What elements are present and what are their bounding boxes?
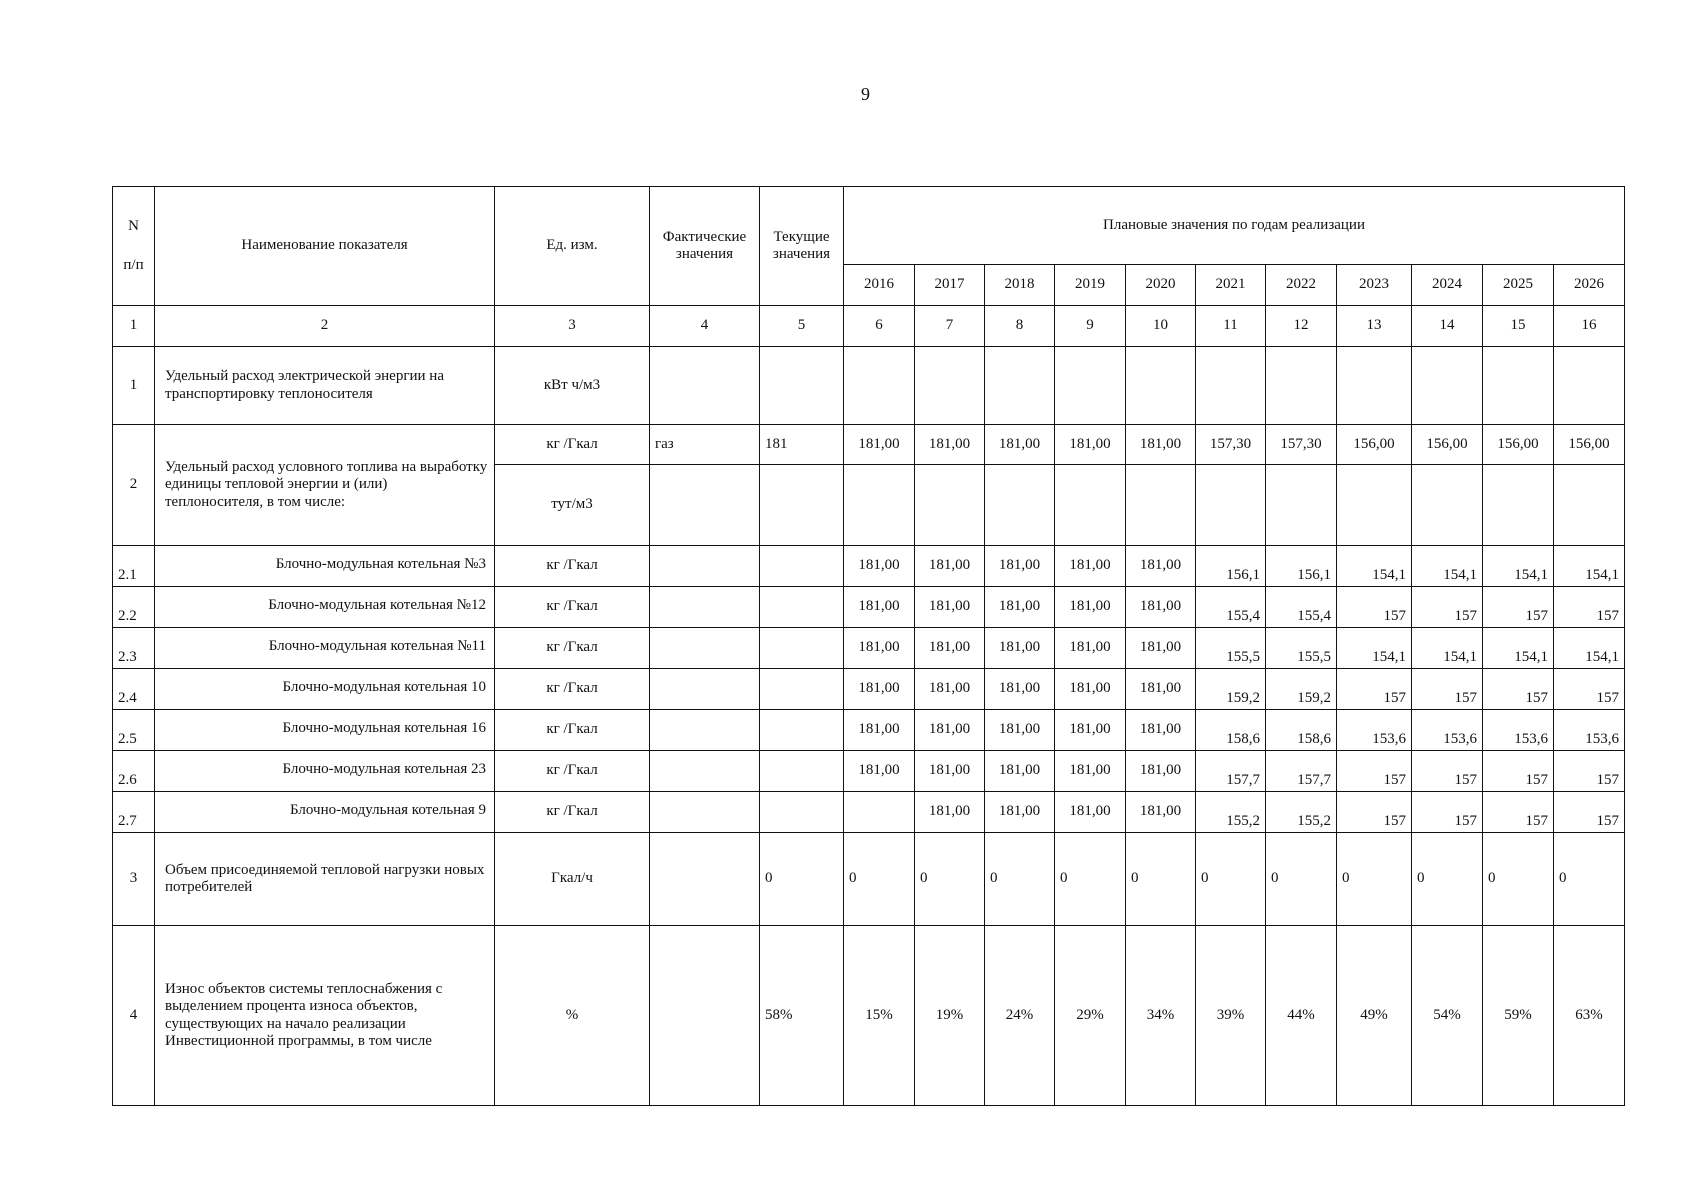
col-number: 6 [844, 306, 915, 347]
value-cell: 157 [1412, 669, 1483, 710]
table-row [113, 628, 1625, 669]
empty-cell [1266, 465, 1337, 546]
header-num-label: N [128, 217, 139, 234]
value-cell: 157 [1412, 587, 1483, 628]
value-cell: 181,00 [915, 751, 985, 792]
empty-cell [1266, 347, 1337, 425]
value-cell: 153,6 [1337, 710, 1412, 751]
unit-cell: кг /Гкал [495, 628, 650, 669]
value-cell: 157 [1554, 587, 1625, 628]
value-cell: 54% [1412, 926, 1483, 1106]
value-cell: 155,5 [1266, 628, 1337, 669]
empty-cell [760, 347, 844, 425]
value-cell: 156,00 [1337, 425, 1412, 465]
value-cell: 63% [1554, 926, 1625, 1106]
value-cell: 34% [1126, 926, 1196, 1106]
col-number: 14 [1412, 306, 1483, 347]
value-cell: 0 [1196, 833, 1266, 926]
year-cell: 2024 [1412, 265, 1483, 306]
boiler-name: Блочно-модульная котельная №12 [155, 587, 495, 628]
value-cell: 15% [844, 926, 915, 1106]
row-number: 2.4 [113, 669, 155, 710]
indicator-name: Удельный расход условного топлива на выработку единицы тепловой энергии и (или) теплоносителя, в том числе: [155, 425, 495, 546]
value-cell: 157,30 [1266, 425, 1337, 465]
value-cell: 181,00 [1055, 628, 1126, 669]
empty-cell [650, 669, 760, 710]
actual-cell: газ [650, 425, 760, 465]
value-cell: 181,00 [844, 546, 915, 587]
value-cell: 154,1 [1337, 546, 1412, 587]
value-cell: 157 [1554, 751, 1625, 792]
value-cell: 157,7 [1266, 751, 1337, 792]
empty-cell [915, 347, 985, 425]
table-row [113, 710, 1625, 751]
value-cell: 157 [1412, 792, 1483, 833]
value-cell: 181,00 [985, 587, 1055, 628]
empty-cell [1055, 465, 1126, 546]
header-planned: Плановые значения по годам реализации [844, 187, 1625, 265]
value-cell: 155,2 [1266, 792, 1337, 833]
value-cell: 39% [1196, 926, 1266, 1106]
row-number: 2.6 [113, 751, 155, 792]
table-row [113, 926, 1625, 1106]
boiler-name: Блочно-модульная котельная 16 [155, 710, 495, 751]
page-number: 9 [861, 84, 870, 104]
value-cell: 181,00 [985, 628, 1055, 669]
table-row [113, 546, 1625, 587]
current-cell: 58% [760, 926, 844, 1106]
value-cell: 157 [1483, 792, 1554, 833]
value-cell: 19% [915, 926, 985, 1106]
col-number: 13 [1337, 306, 1412, 347]
table-row [113, 669, 1625, 710]
column-number-row [113, 306, 1625, 347]
value-cell: 157 [1337, 792, 1412, 833]
value-cell: 181,00 [1126, 628, 1196, 669]
year-cell: 2017 [915, 265, 985, 306]
table-row [113, 792, 1625, 833]
header-row [113, 187, 1625, 265]
value-cell: 181,00 [844, 587, 915, 628]
value-cell: 181,00 [1126, 710, 1196, 751]
value-cell: 181,00 [1055, 710, 1126, 751]
value-cell: 181,00 [915, 546, 985, 587]
value-cell: 154,1 [1483, 628, 1554, 669]
empty-cell [985, 347, 1055, 425]
indicator-name: Удельный расход электрической энергии на транспортировку теплоносителя [155, 347, 495, 425]
year-cell: 2025 [1483, 265, 1554, 306]
value-cell: 159,2 [1196, 669, 1266, 710]
value-cell: 157 [1483, 587, 1554, 628]
unit-cell: % [495, 926, 650, 1106]
year-cell: 2023 [1337, 265, 1412, 306]
value-cell: 0 [844, 833, 915, 926]
value-cell: 44% [1266, 926, 1337, 1106]
value-cell: 24% [985, 926, 1055, 1106]
header-current: Текущие значения [760, 187, 844, 306]
empty-cell [915, 465, 985, 546]
table-row [113, 347, 1625, 425]
col-number: 11 [1196, 306, 1266, 347]
value-cell: 154,1 [1337, 628, 1412, 669]
value-cell: 181,00 [985, 669, 1055, 710]
col-number: 5 [760, 306, 844, 347]
value-cell: 156,00 [1412, 425, 1483, 465]
empty-cell [1126, 465, 1196, 546]
col-number: 7 [915, 306, 985, 347]
value-cell: 29% [1055, 926, 1126, 1106]
col-number: 12 [1266, 306, 1337, 347]
value-cell: 181,00 [844, 710, 915, 751]
value-cell: 181,00 [915, 792, 985, 833]
row-number: 1 [113, 347, 155, 425]
table-row [113, 425, 1625, 465]
value-cell: 159,2 [1266, 669, 1337, 710]
empty-cell [1337, 465, 1412, 546]
header-unit: Ед. изм. [495, 187, 650, 306]
empty-cell [650, 751, 760, 792]
indicator-name: Износ объектов системы теплоснабжения с выделением процента износа объектов, существующих на начало реализации Инвестиционной программы, в том числе [155, 926, 495, 1106]
year-cell: 2026 [1554, 265, 1625, 306]
empty-cell [1554, 465, 1625, 546]
value-cell: 181,00 [1126, 751, 1196, 792]
value-cell: 154,1 [1483, 546, 1554, 587]
value-cell: 181,00 [1126, 587, 1196, 628]
empty-cell [760, 669, 844, 710]
col-number: 8 [985, 306, 1055, 347]
empty-cell [1412, 347, 1483, 425]
value-cell: 155,4 [1196, 587, 1266, 628]
value-cell: 0 [1554, 833, 1625, 926]
empty-cell [1554, 347, 1625, 425]
indicators-table [112, 186, 1625, 1106]
table-row [113, 751, 1625, 792]
table-row [113, 587, 1625, 628]
row-number: 2.2 [113, 587, 155, 628]
empty-cell [1055, 347, 1126, 425]
empty-cell [650, 710, 760, 751]
empty-cell [1483, 347, 1554, 425]
unit-cell: кг /Гкал [495, 710, 650, 751]
empty-cell [1196, 465, 1266, 546]
unit-cell: Гкал/ч [495, 833, 650, 926]
value-cell: 181,00 [1055, 792, 1126, 833]
value-cell: 0 [1266, 833, 1337, 926]
indicator-name: Объем присоединяемой тепловой нагрузки новых потребителей [155, 833, 495, 926]
value-cell: 153,6 [1483, 710, 1554, 751]
empty-cell [1126, 347, 1196, 425]
value-cell: 181,00 [844, 425, 915, 465]
value-cell: 181,00 [1055, 669, 1126, 710]
value-cell: 181,00 [985, 710, 1055, 751]
header-num-label-2: п/п [123, 257, 144, 273]
unit-cell: кг /Гкал [495, 669, 650, 710]
empty-cell [760, 587, 844, 628]
value-cell: 156,1 [1196, 546, 1266, 587]
empty-cell [650, 347, 760, 425]
row-number: 4 [113, 926, 155, 1106]
value-cell: 0 [1483, 833, 1554, 926]
value-cell: 157 [1337, 587, 1412, 628]
current-cell: 181 [760, 425, 844, 465]
empty-cell [985, 465, 1055, 546]
value-cell: 155,2 [1196, 792, 1266, 833]
col-number: 10 [1126, 306, 1196, 347]
col-number: 3 [495, 306, 650, 347]
year-cell: 2022 [1266, 265, 1337, 306]
value-cell: 0 [1412, 833, 1483, 926]
value-cell: 181,00 [915, 710, 985, 751]
empty-cell [650, 465, 760, 546]
value-cell: 157,7 [1196, 751, 1266, 792]
year-cell: 2020 [1126, 265, 1196, 306]
value-cell: 0 [985, 833, 1055, 926]
value-cell: 181,00 [1055, 751, 1126, 792]
value-cell: 181,00 [985, 792, 1055, 833]
value-cell: 157 [1412, 751, 1483, 792]
unit-cell: кг /Гкал [495, 425, 650, 465]
value-cell: 181,00 [985, 546, 1055, 587]
value-cell: 181,00 [844, 628, 915, 669]
value-cell: 158,6 [1266, 710, 1337, 751]
empty-cell [1412, 465, 1483, 546]
col-number: 15 [1483, 306, 1554, 347]
empty-cell [760, 546, 844, 587]
value-cell: 181,00 [985, 751, 1055, 792]
unit-cell: кг /Гкал [495, 546, 650, 587]
unit-cell: тут/м3 [495, 465, 650, 546]
value-cell: 155,4 [1266, 587, 1337, 628]
value-cell: 181,00 [1126, 792, 1196, 833]
col-number: 1 [113, 306, 155, 347]
row-number: 2.1 [113, 546, 155, 587]
value-cell: 156,00 [1483, 425, 1554, 465]
value-cell: 181,00 [1055, 425, 1126, 465]
value-cell: 0 [915, 833, 985, 926]
unit-cell: кг /Гкал [495, 751, 650, 792]
value-cell: 59% [1483, 926, 1554, 1106]
value-cell: 0 [1126, 833, 1196, 926]
value-cell: 157 [1554, 792, 1625, 833]
value-cell: 157 [1554, 669, 1625, 710]
value-cell: 156,1 [1266, 546, 1337, 587]
unit-cell: кг /Гкал [495, 587, 650, 628]
empty-cell [650, 833, 760, 926]
unit-cell: кг /Гкал [495, 792, 650, 833]
value-cell: 181,00 [1126, 546, 1196, 587]
boiler-name: Блочно-модульная котельная 9 [155, 792, 495, 833]
value-cell: 154,1 [1554, 628, 1625, 669]
empty-cell [760, 751, 844, 792]
empty-cell [844, 347, 915, 425]
col-number: 4 [650, 306, 760, 347]
value-cell: 158,6 [1196, 710, 1266, 751]
value-cell: 156,00 [1554, 425, 1625, 465]
boiler-name: Блочно-модульная котельная 10 [155, 669, 495, 710]
value-cell: 181,00 [1126, 425, 1196, 465]
value-cell: 181,00 [915, 669, 985, 710]
empty-cell [650, 628, 760, 669]
row-number: 2.7 [113, 792, 155, 833]
row-number: 2.5 [113, 710, 155, 751]
value-cell: 181,00 [915, 628, 985, 669]
value-cell: 157 [1337, 669, 1412, 710]
empty-cell [650, 792, 760, 833]
value-cell: 181,00 [844, 669, 915, 710]
value-cell: 181,00 [915, 587, 985, 628]
year-cell: 2018 [985, 265, 1055, 306]
empty-cell [760, 465, 844, 546]
year-cell: 2016 [844, 265, 915, 306]
value-cell: 0 [1337, 833, 1412, 926]
row-number: 2 [113, 425, 155, 546]
row-number: 3 [113, 833, 155, 926]
empty-cell [760, 628, 844, 669]
empty-cell [650, 546, 760, 587]
year-cell: 2021 [1196, 265, 1266, 306]
value-cell: 154,1 [1412, 546, 1483, 587]
value-cell: 157 [1337, 751, 1412, 792]
empty-cell [650, 926, 760, 1106]
empty-cell [760, 710, 844, 751]
boiler-name: Блочно-модульная котельная №11 [155, 628, 495, 669]
empty-cell [650, 587, 760, 628]
empty-cell [844, 465, 915, 546]
value-cell: 153,6 [1412, 710, 1483, 751]
col-number: 9 [1055, 306, 1126, 347]
value-cell: 155,5 [1196, 628, 1266, 669]
header-name: Наименование показателя [155, 187, 495, 306]
value-cell: 154,1 [1554, 546, 1625, 587]
value-cell: 181,00 [844, 751, 915, 792]
value-cell: 49% [1337, 926, 1412, 1106]
empty-cell [1337, 347, 1412, 425]
empty-cell [760, 792, 844, 833]
header-num [113, 187, 155, 306]
table-row [113, 833, 1625, 926]
value-cell: 181,00 [1126, 669, 1196, 710]
header-actual: Фактические значения [650, 187, 760, 306]
value-cell: 154,1 [1412, 628, 1483, 669]
value-cell: 0 [1055, 833, 1126, 926]
value-cell: 153,6 [1554, 710, 1625, 751]
value-cell: 181,00 [1055, 546, 1126, 587]
boiler-name: Блочно-модульная котельная №3 [155, 546, 495, 587]
boiler-name: Блочно-модульная котельная 23 [155, 751, 495, 792]
empty-cell [1196, 347, 1266, 425]
unit-cell: кВт ч/м3 [495, 347, 650, 425]
value-cell: 157 [1483, 669, 1554, 710]
value-cell: 157 [1483, 751, 1554, 792]
value-cell [844, 792, 915, 833]
current-cell: 0 [760, 833, 844, 926]
value-cell: 181,00 [1055, 587, 1126, 628]
year-cell: 2019 [1055, 265, 1126, 306]
value-cell: 157,30 [1196, 425, 1266, 465]
value-cell: 181,00 [915, 425, 985, 465]
value-cell: 181,00 [985, 425, 1055, 465]
col-number: 16 [1554, 306, 1625, 347]
row-number: 2.3 [113, 628, 155, 669]
empty-cell [1483, 465, 1554, 546]
col-number: 2 [155, 306, 495, 347]
